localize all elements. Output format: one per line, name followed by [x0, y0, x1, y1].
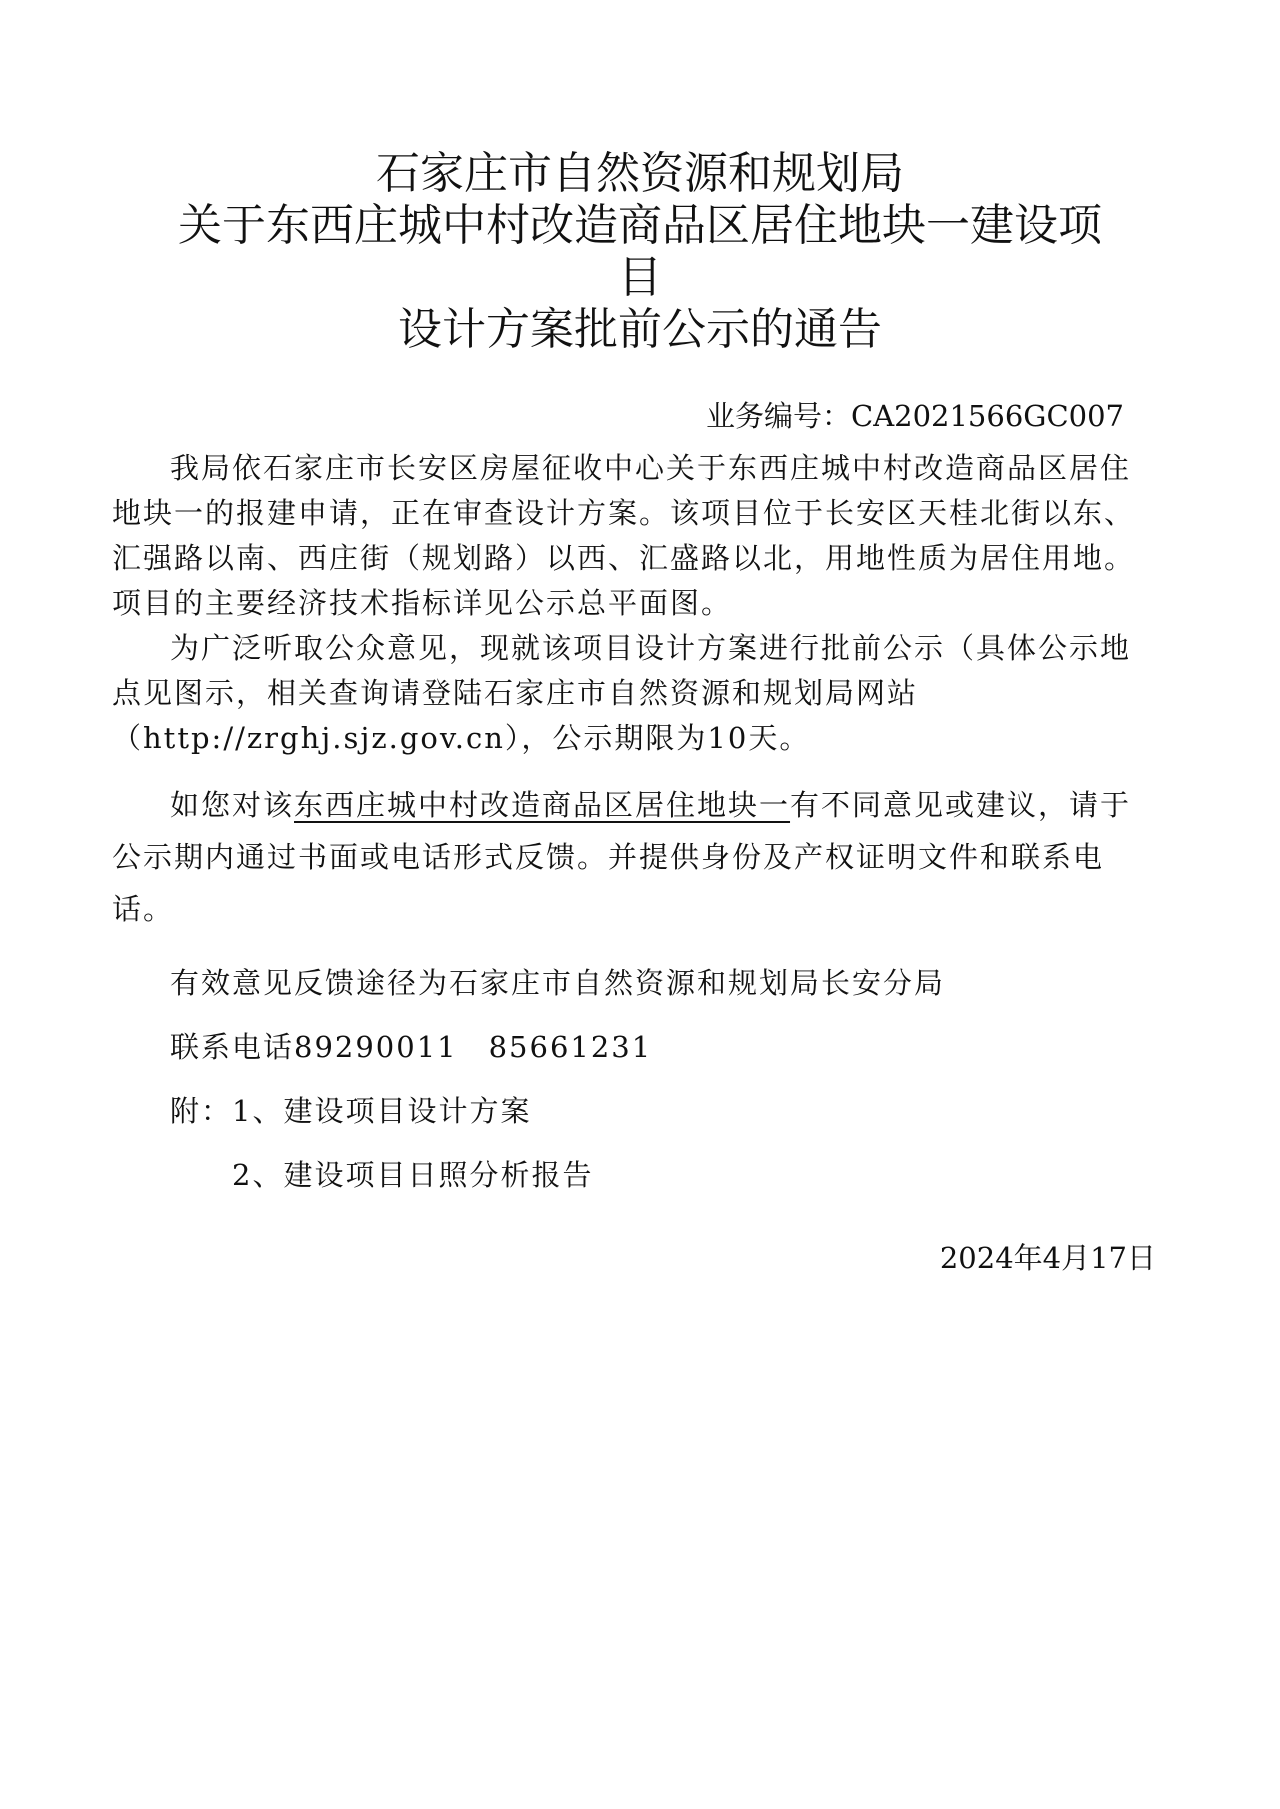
- title-line-2: 关于东西庄城中村改造商品区居住地块一建设项: [178, 200, 1102, 251]
- feedback-channel: 有效意见反馈途径为石家庄市自然资源和规划局长安分局: [170, 966, 946, 1000]
- paragraph-public-notice: 为广泛听取公众意见，现就该项目设计方案进行批前公示（具体公示地点见图示，相关查询请登陆石家庄市自然资源和规划局网站（http://zrghj.sjz.gov.cn），公示期限为10天。: [112, 631, 1132, 755]
- paragraph-project-info: 我局依石家庄市长安区房屋征收中心关于东西庄城中村改造商品区居住地块一的报建申请，正在审查设计方案。该项目位于长安区天桂北街以东、汇强路以南、西庄街（规划路）以西、汇盛路以北，用地性质为居住用地。项目的主要经济技术指标详见公示总平面图。: [112, 451, 1136, 620]
- title-line-1: 石家庄市自然资源和规划局: [376, 148, 904, 199]
- issue-date: 2024年4月17日: [939, 1241, 1156, 1275]
- contact-phone: 联系电话89290011 85661231: [170, 1030, 653, 1064]
- project-name-underlined: 东西庄城中村改造商品区居住地块一: [294, 788, 791, 822]
- attachment-item-2: 2、建设项目日照分析报告: [232, 1158, 594, 1192]
- notice-body: [112, 446, 1152, 1207]
- feedback-prefix: 如您对该: [170, 788, 295, 822]
- feedback-suffix: 有不同意见或建议，请于公示期内通过书面或电话形式反馈。并提供身份及产权证明文件和联系电话。: [112, 788, 1132, 926]
- reference-number: 业务编号：CA2021566GC007: [706, 399, 1124, 433]
- title-line-3: 目: [618, 252, 662, 303]
- attachment-item-1: 附：1、建设项目设计方案: [170, 1094, 532, 1128]
- paragraph-feedback-request: [112, 779, 1152, 935]
- notice-title: [110, 148, 1170, 356]
- title-line-4: 设计方案批前公示的通告: [398, 304, 882, 355]
